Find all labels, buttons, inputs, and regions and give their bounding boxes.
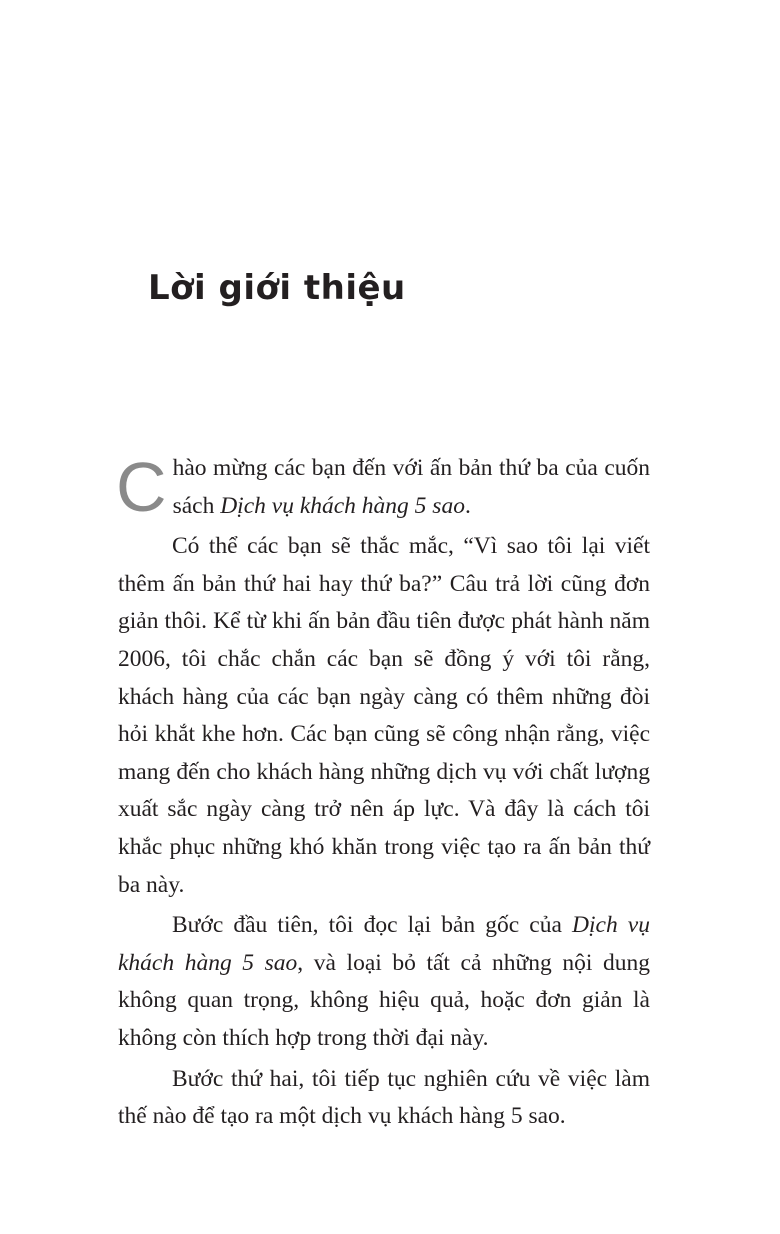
intro-paragraph xyxy=(118,450,650,525)
intro-text: hào mừng các bạn đến với ấn bản thứ ba của cuốn sách xyxy=(172,455,650,519)
intro-end: . xyxy=(464,492,471,519)
body-text xyxy=(118,450,650,1136)
drop-cap: C xyxy=(116,448,167,526)
chapter-title: Lời giới thiệu xyxy=(148,268,406,308)
paragraph-3-book-title: Dịch vụ khách hàng 5 sao xyxy=(118,912,650,976)
paragraph-3-rest: , và loại bỏ tất cả những nội dung không quan trọng, không hiệu quả, hoặc đơn giản là không còn thích hợp trong thời đại này. xyxy=(118,949,650,1051)
paragraph-3 xyxy=(118,907,650,1057)
paragraph-4: Bước thứ hai, tôi tiếp tục nghiên cứu về việc làm thế nào để tạo ra một dịch vụ khách hàng 5 sao. xyxy=(118,1065,650,1130)
paragraph-3-start: Bước đầu tiên, tôi đọc lại bản gốc của xyxy=(172,912,573,939)
paragraph-2: Có thể các bạn sẽ thắc mắc, “Vì sao tôi lại viết thêm ấn bản thứ hai hay thứ ba?” Câu trả lời cũng đơn giản thôi. Kể từ khi ấn bản đầu tiên được phát hành năm 2006, tôi chắc chắn các bạn sẽ đồng ý với tôi rằng, khách hàng của các bạn ngày càng có thêm những đòi hỏi khắt khe hơn. Các bạn cũng sẽ công nhận rằng, việc mang đến cho khách hàng những dịch vụ với chất lượng xuất sắc ngày càng trở nên áp lực. Và đây là cách tôi khắc phục những khó khăn trong việc tạo ra ấn bản thứ ba này. xyxy=(118,533,650,898)
intro-book-title: Dịch vụ khách hàng 5 sao xyxy=(220,492,465,519)
